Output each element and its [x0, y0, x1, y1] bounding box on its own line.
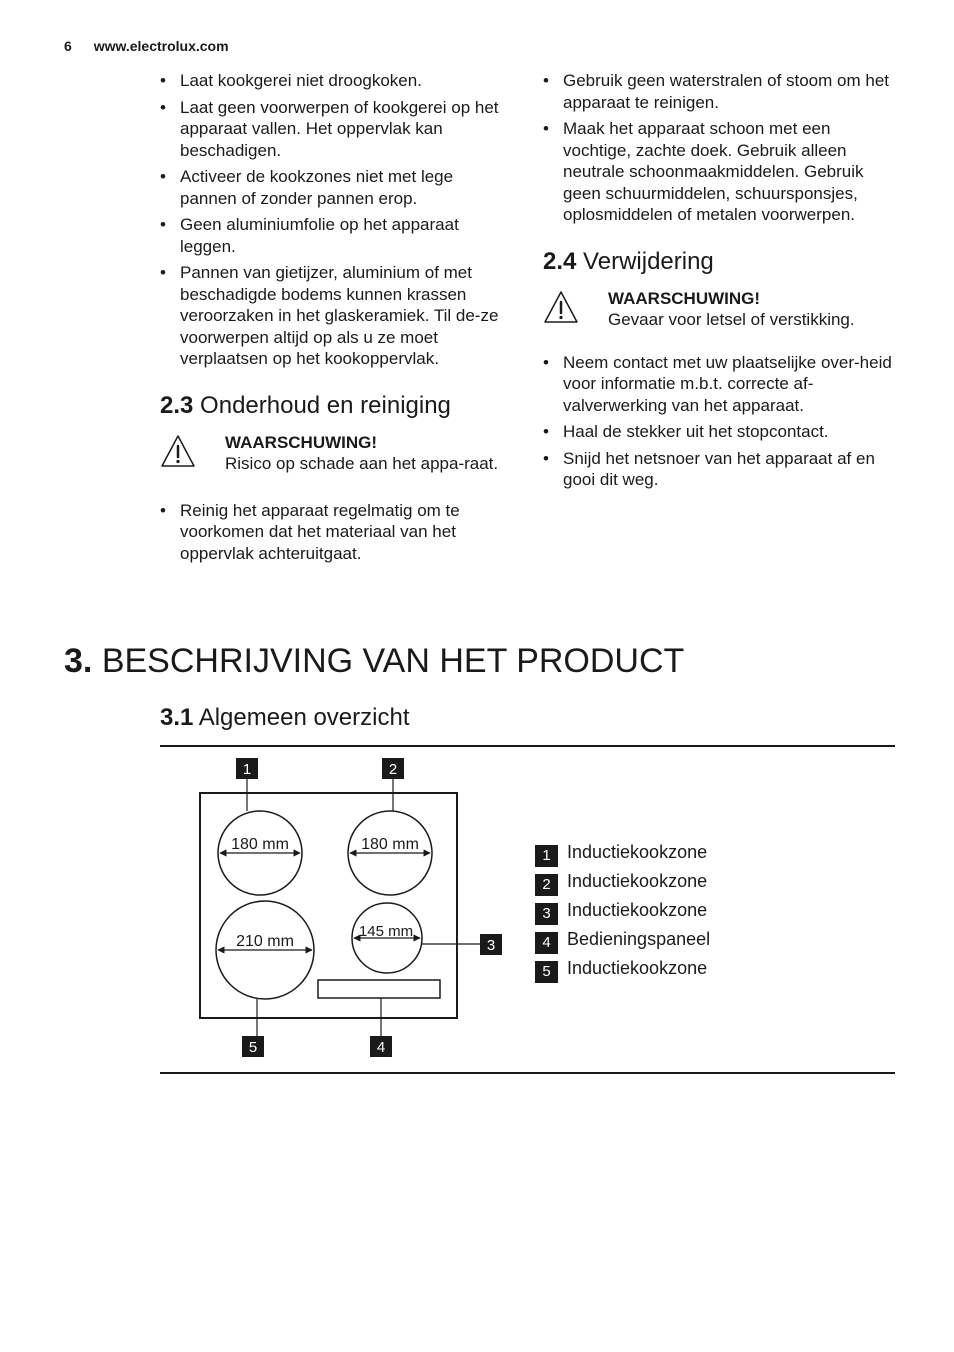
- list-item: • Haal de stekker uit het stopcontact.: [543, 421, 898, 443]
- section-number: 3.1: [160, 704, 194, 731]
- warning-triangle-icon: [543, 290, 579, 324]
- hob-diagram: [160, 750, 520, 1062]
- callout-number: 3: [486, 937, 496, 954]
- legend-number: 4: [535, 932, 558, 954]
- divider-top: [160, 745, 895, 747]
- warning-block: [543, 288, 898, 338]
- divider-bottom: [160, 1072, 895, 1074]
- callout-number: 4: [376, 1039, 386, 1056]
- legend-label: Inductiekookzone: [567, 842, 708, 862]
- legend-row: [535, 925, 710, 954]
- legend-label: Inductiekookzone: [567, 900, 708, 920]
- diagram-legend: [535, 838, 710, 983]
- page-header: [64, 38, 229, 54]
- warning-text: Gevaar voor letsel of verstikking.: [608, 310, 855, 329]
- section-heading-3-1: [160, 704, 410, 732]
- list-item: • Reinig het apparaat regelmatig om te voorkomen dat het materiaal van het oppervlak achteruitgaat.: [160, 500, 512, 565]
- list-item: • Geen aluminiumfolie op het apparaat leggen.: [160, 214, 512, 257]
- zone-size-label: 180 mm: [361, 836, 419, 853]
- list-item: • Neem contact met uw plaatselijke over-heid voor informatie m.b.t. correcte af-valverwerking van het apparaat.: [543, 352, 898, 417]
- legend-number: 3: [535, 903, 558, 925]
- chapter-title: BESCHRIJVING VAN HET PRODUCT: [101, 642, 685, 680]
- section-title: Algemeen overzicht: [198, 704, 410, 731]
- list-item: • Activeer de kookzones niet met lege pannen of zonder pannen erop.: [160, 166, 512, 209]
- control-panel-shape: [318, 980, 440, 998]
- zone-size-label: 145 mm: [358, 923, 414, 940]
- zone-size-label: 210 mm: [236, 933, 294, 950]
- legend-number: 1: [535, 845, 558, 867]
- section-number: 2.4: [543, 247, 577, 275]
- callout-number: 5: [248, 1039, 258, 1056]
- section-heading-2-4: [543, 248, 898, 276]
- list-item: • Snijd het netsnoer van het apparaat af en gooi dit weg.: [543, 448, 898, 491]
- warning-block: [160, 432, 512, 482]
- website-url[interactable]: www.electrolux.com: [93, 38, 229, 54]
- bullet-list: [160, 500, 512, 565]
- warning-text: Risico op schade aan het appa-raat.: [225, 454, 499, 473]
- left-column: [160, 70, 512, 569]
- list-item: • Maak het apparaat schoon met een vochtige, zachte doek. Gebruik alleen neutrale schoonmaakmiddelen. Gebruik geen schuurmiddelen, schuursponsjes, oplosmiddelen of metalen voorwerpen.: [543, 118, 898, 226]
- chapter-heading: [64, 640, 684, 682]
- callout-number: 1: [242, 761, 252, 778]
- list-item: • Laat geen voorwerpen of kookgerei op het apparaat vallen. Het oppervlak kan beschadigen.: [160, 97, 512, 162]
- callout-number: 2: [388, 761, 398, 778]
- list-item: • Laat kookgerei niet droogkoken.: [160, 70, 512, 92]
- section-title: Verwijdering: [583, 247, 714, 275]
- legend-row: [535, 954, 710, 983]
- chapter-number: 3.: [64, 642, 93, 680]
- warning-title: WAARSCHUWING!: [608, 288, 761, 308]
- zone-size-label: 180 mm: [231, 836, 289, 853]
- bullet-list: [543, 70, 898, 226]
- page-number: 6: [64, 38, 72, 54]
- warning-title: WAARSCHUWING!: [225, 432, 378, 452]
- legend-label: Bedieningspaneel: [567, 929, 711, 949]
- legend-row: [535, 838, 710, 867]
- bullet-list: [543, 352, 898, 491]
- section-heading-2-3: [160, 392, 512, 420]
- bullet-list: [160, 70, 512, 370]
- legend-number: 2: [535, 874, 558, 896]
- legend-number: 5: [535, 961, 558, 983]
- warning-triangle-icon: [160, 434, 196, 468]
- right-column: [543, 70, 898, 496]
- hob-outline: [200, 793, 457, 1018]
- section-title: Onderhoud en reiniging: [200, 391, 451, 419]
- legend-row: [535, 867, 710, 896]
- legend-label: Inductiekookzone: [567, 871, 708, 891]
- legend-label: Inductiekookzone: [567, 958, 708, 978]
- section-number: 2.3: [160, 391, 194, 419]
- list-item: • Pannen van gietijzer, aluminium of met beschadigde bodems kunnen krassen veroorzaken in het glaskeramiek. Til de-ze voorwerpen altijd op als u ze moet verplaatsen op het kookoppervlak.: [160, 262, 512, 370]
- list-item: • Gebruik geen waterstralen of stoom om het apparaat te reinigen.: [543, 70, 898, 113]
- legend-row: [535, 896, 710, 925]
